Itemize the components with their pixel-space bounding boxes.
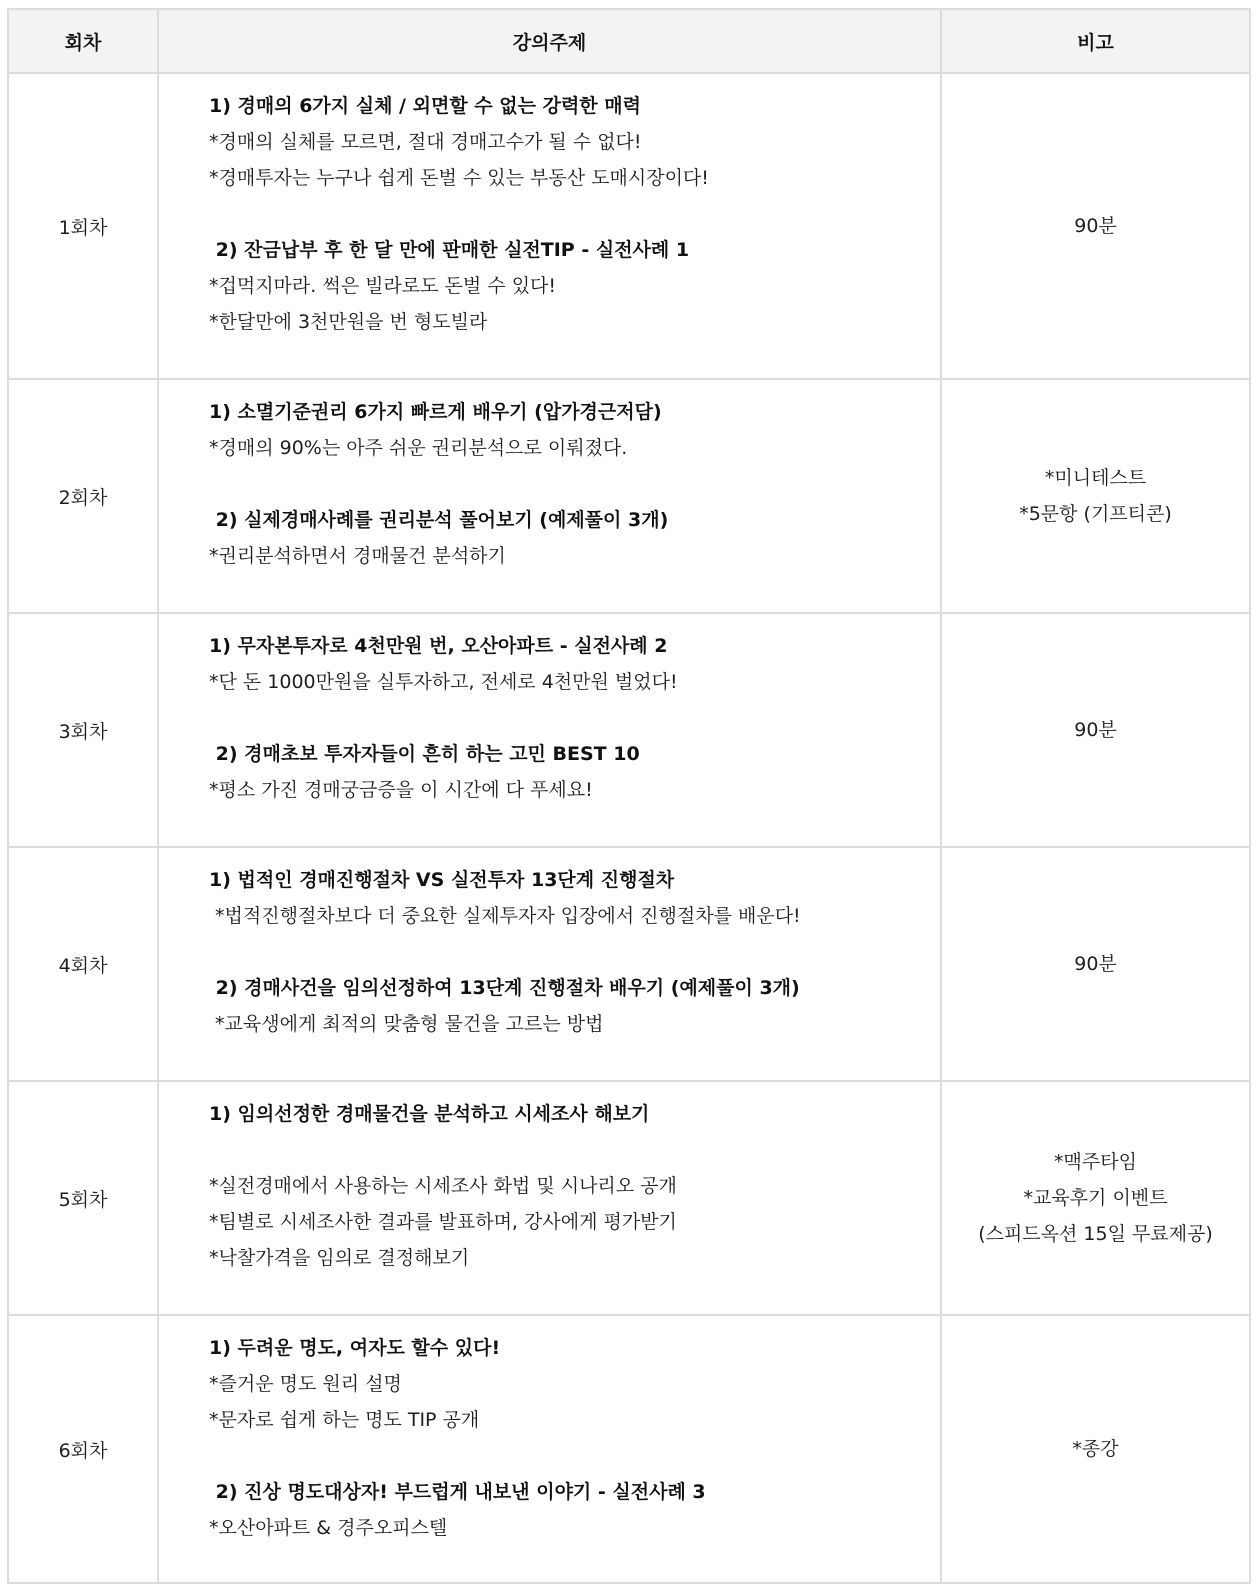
table-row xyxy=(8,847,1250,1081)
round-cell: 2회차 xyxy=(8,379,158,613)
topic-detail: *즐거운 명도 원리 설명 xyxy=(209,1373,402,1395)
topic-cell xyxy=(158,73,941,379)
note-text: *5문항 (기프티콘) xyxy=(1019,503,1172,525)
line-spacer xyxy=(209,466,940,502)
topic-detail: *경매투자는 누구나 쉽게 돈벌 수 있는 부동산 도매시장이다! xyxy=(209,167,709,189)
header-note: 비고 xyxy=(941,9,1250,73)
note-cell xyxy=(941,73,1250,379)
table-row xyxy=(8,1081,1250,1315)
topic-detail: *팀별로 시세조사한 결과를 발표하며, 강사에게 평가받기 xyxy=(209,1211,677,1233)
note-text: *종강 xyxy=(1072,1438,1119,1460)
topic-cell xyxy=(158,379,941,613)
note-cell xyxy=(941,613,1250,847)
topic-heading: 2) 경매사건을 임의선정하여 13단계 진행절차 배우기 (예제풀이 3개) xyxy=(209,977,800,999)
topic-detail: *권리분석하면서 경매물건 분석하기 xyxy=(209,545,506,567)
line-spacer xyxy=(209,196,940,232)
topic-heading: 2) 진상 명도대상자! 부드럽게 내보낸 이야기 - 실전사례 3 xyxy=(209,1481,706,1503)
topic-heading: 1) 임의선정한 경매물건을 분석하고 시세조사 해보기 xyxy=(209,1103,650,1125)
topic-detail: *평소 가진 경매궁금증을 이 시간에 다 푸세요! xyxy=(209,779,593,801)
topic-detail: *교육생에게 최적의 맞춤형 물건을 고르는 방법 xyxy=(209,1013,604,1035)
round-cell: 3회차 xyxy=(8,613,158,847)
header-row xyxy=(8,9,1250,73)
line-spacer xyxy=(209,1132,940,1168)
table-row xyxy=(8,613,1250,847)
topic-detail: *실전경매에서 사용하는 시세조사 화법 및 시나리오 공개 xyxy=(209,1175,677,1197)
header-topic: 강의주제 xyxy=(158,9,941,73)
note-cell xyxy=(941,379,1250,613)
topic-heading: 1) 두려운 명도, 여자도 할수 있다! xyxy=(209,1337,501,1359)
topic-cell xyxy=(158,1315,941,1583)
topic-cell xyxy=(158,613,941,847)
note-text: *맥주타임 xyxy=(1054,1151,1137,1173)
note-lines xyxy=(943,208,1248,244)
note-lines xyxy=(943,1431,1248,1467)
topic-detail: *경매의 실체를 모르면, 절대 경매고수가 될 수 없다! xyxy=(209,131,642,153)
topic-detail: *경매의 90%는 아주 쉬운 권리분석으로 이뤄졌다. xyxy=(209,437,628,459)
topic-detail: *한달만에 3천만원을 번 형도빌라 xyxy=(209,311,488,333)
table-row xyxy=(8,73,1250,379)
topic-detail: *문자로 쉽게 하는 명도 TIP 공개 xyxy=(209,1409,480,1431)
topic-heading: 1) 경매의 6가지 실체 / 외면할 수 없는 강력한 매력 xyxy=(209,95,641,117)
round-cell: 5회차 xyxy=(8,1081,158,1315)
note-lines xyxy=(943,712,1248,748)
note-text: *미니테스트 xyxy=(1044,467,1147,489)
round-cell: 1회차 xyxy=(8,73,158,379)
round-cell: 4회차 xyxy=(8,847,158,1081)
table-row xyxy=(8,1315,1250,1583)
note-cell xyxy=(941,847,1250,1081)
note-text: 90분 xyxy=(1074,953,1117,975)
line-spacer xyxy=(209,934,940,970)
topic-heading: 1) 소멸기준권리 6가지 빠르게 배우기 (압가경근저담) xyxy=(209,401,662,423)
line-spacer xyxy=(209,1438,940,1474)
topic-detail: *오산아파트 & 경주오피스텔 xyxy=(209,1517,448,1539)
line-spacer xyxy=(209,700,940,736)
topic-detail: *낙찰가격을 임의로 결정해보기 xyxy=(209,1247,470,1269)
header-round: 회차 xyxy=(8,9,158,73)
topic-heading: 2) 실제경매사례를 권리분석 풀어보기 (예제풀이 3개) xyxy=(209,509,669,531)
topic-cell xyxy=(158,1081,941,1315)
note-lines xyxy=(943,460,1248,532)
topic-heading: 2) 잔금납부 후 한 달 만에 판매한 실전TIP - 실전사례 1 xyxy=(209,239,690,261)
note-text: 90분 xyxy=(1074,719,1117,741)
topic-detail: *법적진행절차보다 더 중요한 실제투자자 입장에서 진행절차를 배운다! xyxy=(209,905,801,927)
note-text: 90분 xyxy=(1074,215,1117,237)
note-text: (스피드옥션 15일 무료제공) xyxy=(978,1223,1213,1245)
table-row xyxy=(8,379,1250,613)
topic-heading: 1) 무자본투자로 4천만원 번, 오산아파트 - 실전사례 2 xyxy=(209,635,668,657)
topic-heading: 2) 경매초보 투자자들이 흔히 하는 고민 BEST 10 xyxy=(209,743,640,765)
topic-heading: 1) 법적인 경매진행절차 VS 실전투자 13단계 진행절차 xyxy=(209,869,675,891)
round-cell: 6회차 xyxy=(8,1315,158,1583)
lecture-schedule-table xyxy=(7,8,1251,1584)
note-lines xyxy=(943,946,1248,982)
note-text: *교육후기 이벤트 xyxy=(1023,1187,1168,1209)
topic-cell xyxy=(158,847,941,1081)
topic-detail: *겁먹지마라. 썩은 빌라로도 돈벌 수 있다! xyxy=(209,275,557,297)
note-lines xyxy=(943,1144,1248,1252)
note-cell xyxy=(941,1081,1250,1315)
topic-detail: *단 돈 1000만원을 실투자하고, 전세로 4천만원 벌었다! xyxy=(209,671,678,693)
note-cell xyxy=(941,1315,1250,1583)
